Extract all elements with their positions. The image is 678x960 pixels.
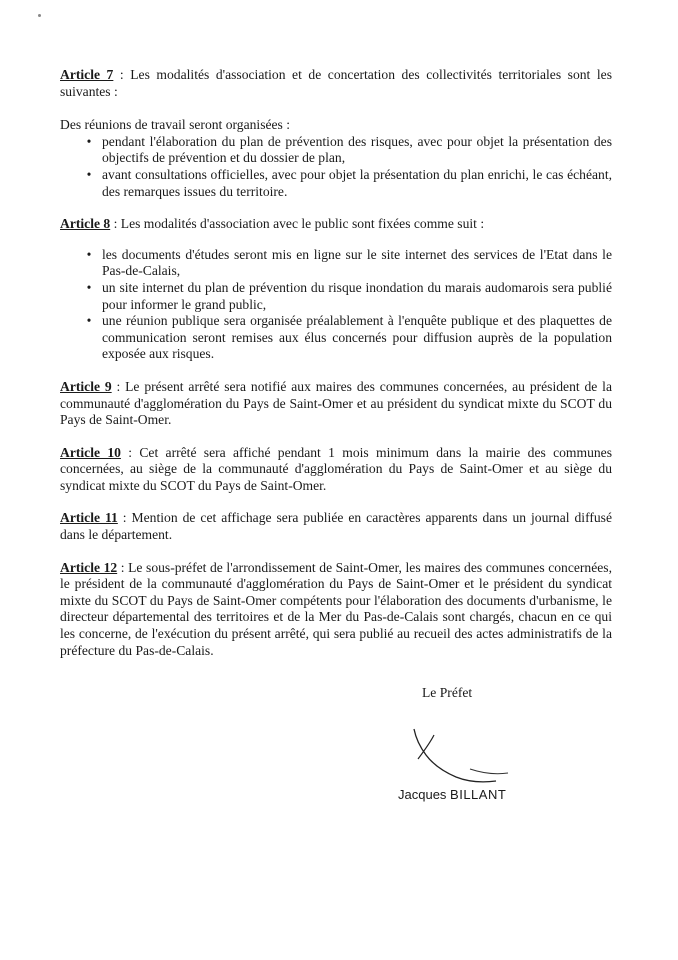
article-7-text: : Les modalités d'association et de concertation des collectivités territoriales sont les suivantes : bbox=[60, 67, 612, 99]
article-10-label: Article 10 bbox=[60, 444, 121, 460]
article-8-list bbox=[60, 247, 612, 363]
article-8-text: : Les modalités d'association avec le public sont fixées comme suit : bbox=[110, 216, 485, 232]
article-9-paragraph bbox=[60, 379, 612, 429]
article-7-heading bbox=[60, 67, 612, 100]
signatory-first-name: Jacques bbox=[398, 787, 447, 802]
article-10-paragraph bbox=[60, 445, 612, 495]
article-8-label: Article 8 bbox=[60, 216, 111, 232]
article-10 bbox=[60, 445, 612, 495]
article-9-text: : Le présent arrêté sera notifié aux maires des communes concernées, au président de la communauté d'agglomération du Pays de Saint-Omer et au président du syndicat mixte du SCOT du Pays de Saint-Omer. bbox=[60, 378, 612, 428]
list-item: • une réunion publique sera organisée préalablement à l'enquête publique et des plaquettes de communication seront remises aux élus concernés pour diffusion auprès de la population exposée aux risques. bbox=[83, 313, 612, 363]
article-11-paragraph bbox=[60, 510, 612, 543]
article-7-intro: Des réunions de travail seront organisées : bbox=[60, 117, 291, 133]
article-10-text: : Cet arrêté sera affiché pendant 1 mois minimum dans la mairie des communes concernées, au siège de la communauté d'agglomération du Pays de Saint-Omer et au siège du syndicat mixte du SCOT du Pays de Saint-Omer. bbox=[60, 444, 612, 493]
list-item: • pendant l'élaboration du plan de prévention des risques, avec pour objet la présentation des objectifs de prévention et du dossier de plan, bbox=[83, 134, 612, 167]
list-item: • un site internet du plan de prévention du risque inondation du marais audomarois sera publié pour informer le grand public, bbox=[83, 280, 612, 313]
signatory-last-name: BILLANT bbox=[450, 787, 507, 802]
signatory-name bbox=[398, 787, 506, 804]
article-9-label: Article 9 bbox=[60, 378, 112, 394]
article-7 bbox=[60, 67, 612, 200]
article-9 bbox=[60, 379, 612, 429]
article-8-heading bbox=[60, 216, 612, 233]
list-item: • les documents d'études seront mis en ligne sur le site internet des services de l'Etat dans le Pas-de-Calais, bbox=[83, 247, 612, 280]
bullet-icon: • bbox=[86, 246, 92, 262]
list-item: • avant consultations officielles, avec pour objet la présentation du plan enrichi, le cas échéant, des remarques issues du territoire. bbox=[83, 167, 612, 200]
article-11-label: Article 11 bbox=[60, 510, 118, 526]
article-12-paragraph bbox=[60, 560, 612, 660]
document-body bbox=[60, 67, 612, 675]
article-12-label: Article 12 bbox=[60, 559, 118, 575]
bullet-icon: • bbox=[86, 133, 92, 149]
article-8 bbox=[60, 216, 612, 363]
bullet-icon: • bbox=[86, 166, 92, 182]
handwritten-signature bbox=[396, 725, 516, 787]
article-12-text: : Le sous-préfet de l'arrondissement de Saint-Omer, les maires des communes concernées, le président de la communauté d'agglomération du Pays de Saint-Omer et le président du syndicat mixte du SCOT du Pays de Saint-Omer compétents pour l'élaboration des documents d'urbanisme, le directeur départemental des territoires et de la Mer du Pas-de-Calais sont chargés, chacun en ce qui les concerne, de l'exécution du présent arrêté, qui sera publié au recueil des actes administratifs de la préfecture du Pas-de-Calais. bbox=[60, 559, 612, 658]
signatory-title: Le Préfet bbox=[422, 685, 473, 700]
article-11-text: : Mention de cet affichage sera publiée en caractères apparents dans un journal diffusé dans le département. bbox=[60, 510, 612, 543]
article-12 bbox=[60, 560, 612, 660]
article-7-list bbox=[60, 134, 612, 200]
bullet-icon: • bbox=[86, 313, 92, 329]
scan-speck bbox=[38, 14, 41, 17]
article-7-label: Article 7 bbox=[60, 67, 114, 82]
article-11 bbox=[60, 510, 612, 543]
bullet-icon: • bbox=[86, 279, 92, 295]
